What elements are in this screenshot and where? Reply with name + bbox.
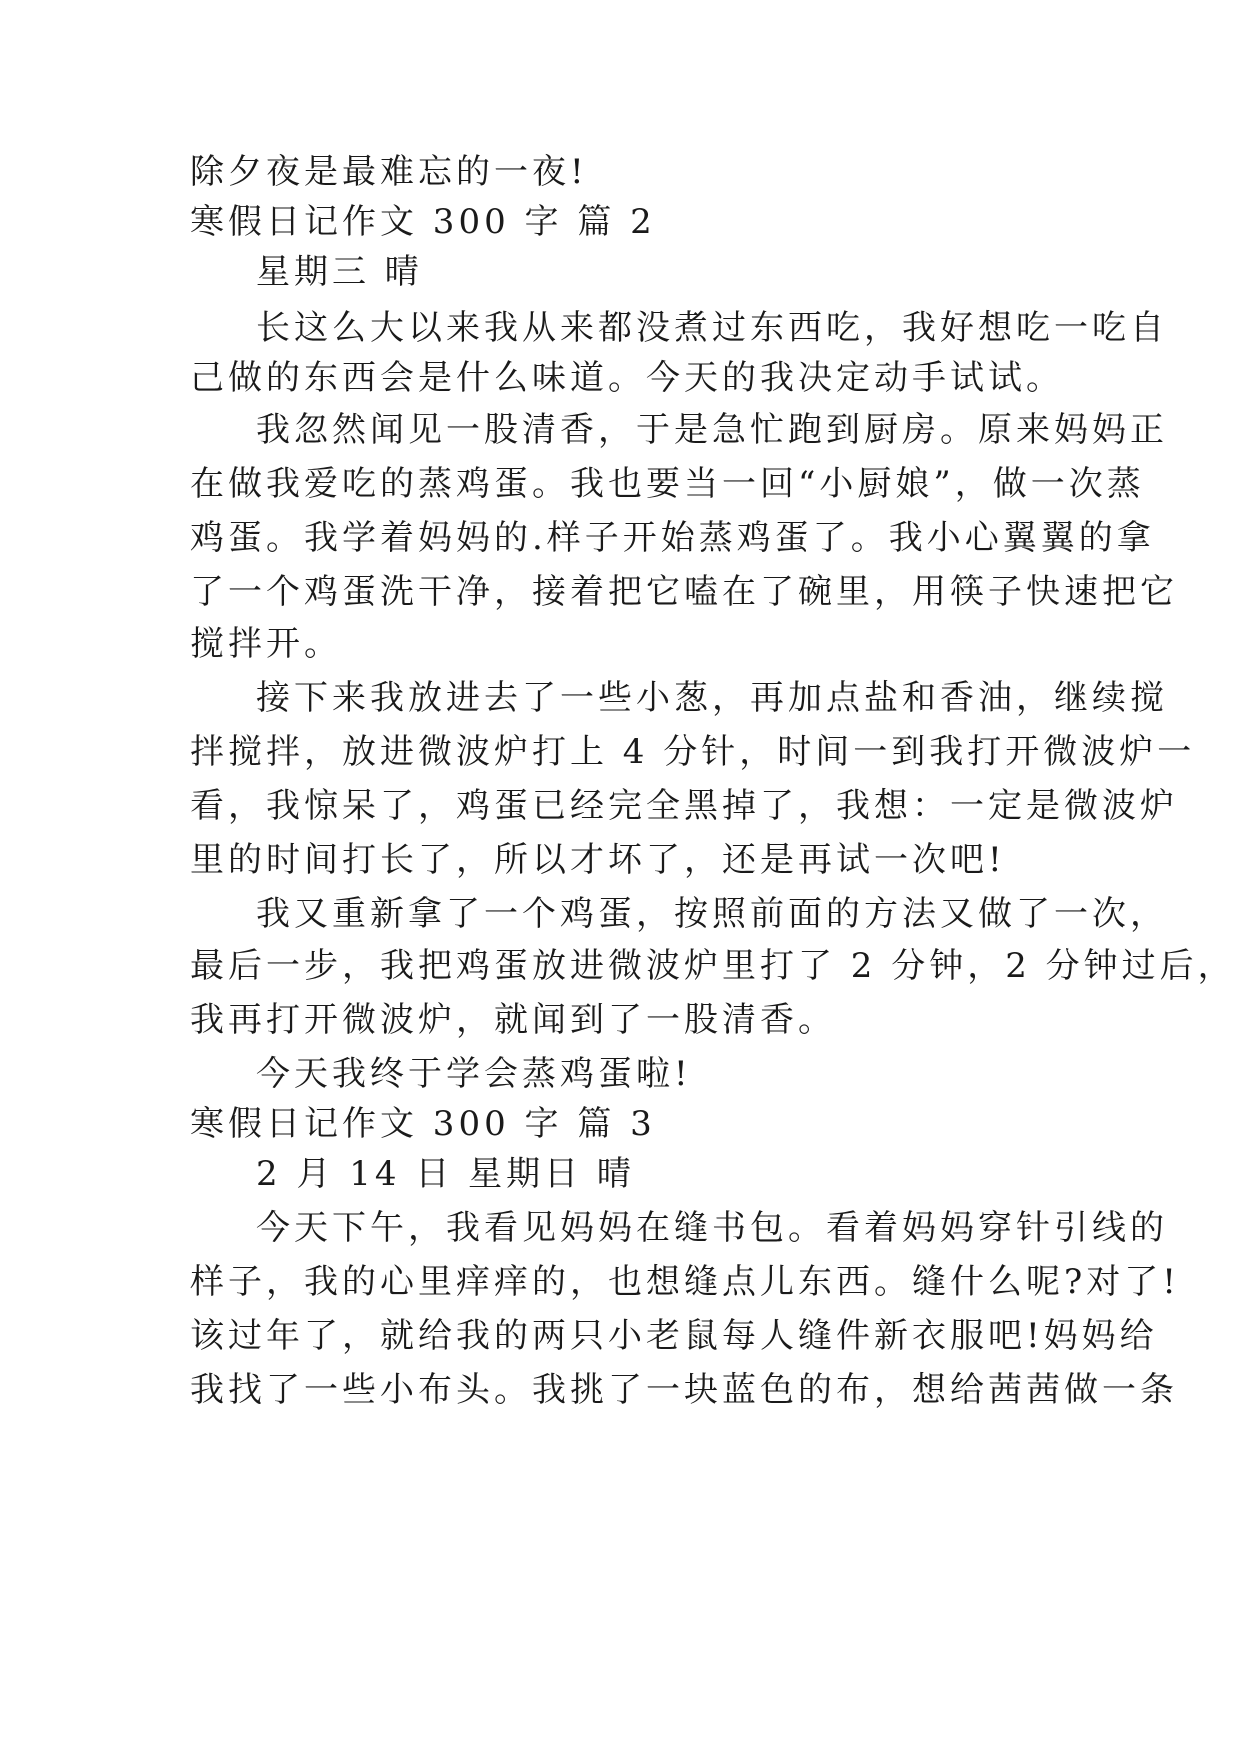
paragraph-line: 今天下午，我看见妈妈在缝书包。看着妈妈穿针引线的 — [256, 1208, 1168, 1248]
paragraph-line: 我找了一些小布头。我挑了一块蓝色的布，想给茜茜做一条 — [190, 1370, 1178, 1410]
section-heading: 寒假日记作文 300 字 篇 2 — [190, 202, 656, 242]
paragraph-line: 看，我惊呆了，鸡蛋已经完全黑掉了，我想：一定是微波炉 — [190, 786, 1178, 826]
paragraph-line: 长这么大以来我从来都没煮过东西吃，我好想吃一吃自 — [256, 308, 1168, 348]
paragraph-line: 在做我爱吃的蒸鸡蛋。我也要当一回“小厨娘”，做一次蒸 — [190, 464, 1145, 504]
paragraph-line: 我再打开微波炉，就闻到了一股清香。 — [190, 1000, 836, 1040]
paragraph-line: 拌搅拌，放进微波炉打上 4 分针，时间一到我打开微波炉一 — [190, 732, 1196, 772]
paragraph-line: 搅拌开。 — [190, 624, 342, 664]
paragraph-line: 鸡蛋。我学着妈妈的.样子开始蒸鸡蛋了。我小心翼翼的拿 — [190, 518, 1155, 558]
section-heading: 寒假日记作文 300 字 篇 3 — [190, 1104, 656, 1144]
diary-date-weather: 2 月 14 日 星期日 晴 — [256, 1154, 635, 1194]
diary-date-weather: 星期三 晴 — [256, 252, 423, 292]
paragraph-line: 己做的东西会是什么味道。今天的我决定动手试试。 — [190, 358, 1064, 398]
paragraph-line: 今天我终于学会蒸鸡蛋啦! — [256, 1054, 692, 1094]
paragraph-line: 了一个鸡蛋洗干净，接着把它嗑在了碗里，用筷子快速把它 — [190, 572, 1178, 612]
paragraph-line: 接下来我放进去了一些小葱，再加点盐和香油，继续搅 — [256, 678, 1168, 718]
paragraph-line: 样子，我的心里痒痒的，也想缝点儿东西。缝什么呢?对了! — [190, 1262, 1180, 1302]
paragraph-line: 里的时间打长了，所以才坏了，还是再试一次吧! — [190, 840, 1006, 880]
text-line: 除夕夜是最难忘的一夜! — [190, 152, 588, 192]
paragraph-line: 最后一步，我把鸡蛋放进微波炉里打了 2 分钟，2 分钟过后， — [190, 946, 1236, 986]
paragraph-line: 我又重新拿了一个鸡蛋，按照前面的方法又做了一次， — [256, 894, 1168, 934]
paragraph-line: 该过年了，就给我的两只小老鼠每人缝件新衣服吧!妈妈给 — [190, 1316, 1158, 1356]
paragraph-line: 我忽然闻见一股清香，于是急忙跑到厨房。原来妈妈正 — [256, 410, 1168, 450]
